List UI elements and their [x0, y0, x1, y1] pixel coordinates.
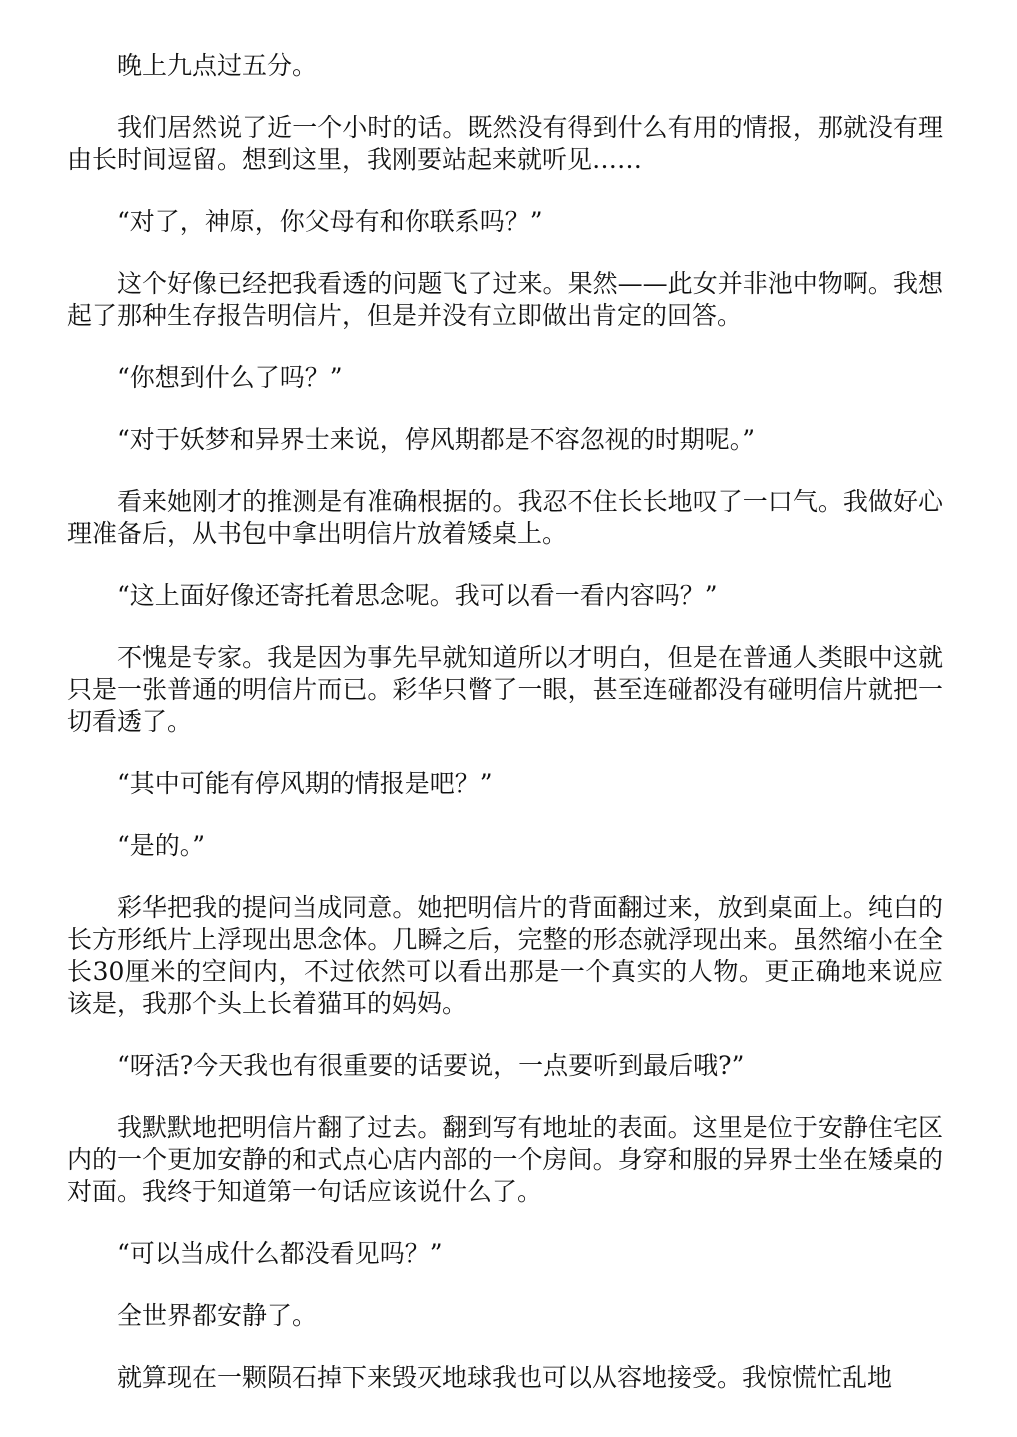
paragraph: 我们居然说了近一个小时的话。既然没有得到什么有用的情报，那就没有理由长时间逗留。想到这里，我刚要站起来就听见……: [67, 113, 943, 174]
paragraph: 看来她刚才的推测是有准确根据的。我忍不住长长地叹了一口气。我做好心理准备后，从书包中拿出明信片放着矮桌上。: [67, 487, 943, 548]
paragraph: “其中可能有停风期的情报是吧？”: [117, 769, 493, 798]
paragraph: “对了，神原，你父母有和你联系吗？”: [117, 207, 543, 236]
paragraph: 全世界都安静了。: [117, 1301, 318, 1330]
paragraph: “呀活?今天我也有很重要的话要说，一点要听到最后哦?”: [117, 1051, 745, 1080]
document-page: [67, 50, 943, 1424]
paragraph: “这上面好像还寄托着思念呢。我可以看一看内容吗？”: [117, 581, 718, 610]
paragraph: 晚上九点过五分。: [117, 51, 318, 80]
paragraph: 不愧是专家。我是因为事先早就知道所以才明白，但是在普通人类眼中这就只是一张普通的明信片而已。彩华只瞥了一眼，甚至连碰都没有碰明信片就把一切看透了。: [67, 643, 943, 736]
paragraph: “对于妖梦和异界士来说，停风期都是不容忽视的时期呢。”: [117, 425, 756, 454]
paragraph: 就算现在一颗陨石掉下来毁灭地球我也可以从容地接受。我惊慌忙乱地: [117, 1363, 893, 1392]
paragraph: “是的。”: [117, 831, 206, 860]
paragraph: 这个好像已经把我看透的问题飞了过来。果然——此女并非池中物啊。我想起了那种生存报告明信片，但是并没有立即做出肯定的回答。: [67, 269, 943, 330]
paragraph: “你想到什么了吗？”: [117, 363, 343, 392]
paragraph: “可以当成什么都没看见吗？”: [117, 1239, 443, 1268]
paragraph: 彩华把我的提问当成同意。她把明信片的背面翻过来，放到桌面上。纯白的长方形纸片上浮现出思念体。几瞬之后，完整的形态就浮现出来。虽然缩小在全长30厘米的空间内，不过依然可以看出那是一个真实的人物。更正确地来说应该是，我那个头上长着猫耳的妈妈。: [67, 893, 943, 1018]
paragraph: 我默默地把明信片翻了过去。翻到写有地址的表面。这里是位于安静住宅区内的一个更加安静的和式点心店内部的一个房间。身穿和服的异界士坐在矮桌的对面。我终于知道第一句话应该说什么了。: [67, 1113, 943, 1206]
